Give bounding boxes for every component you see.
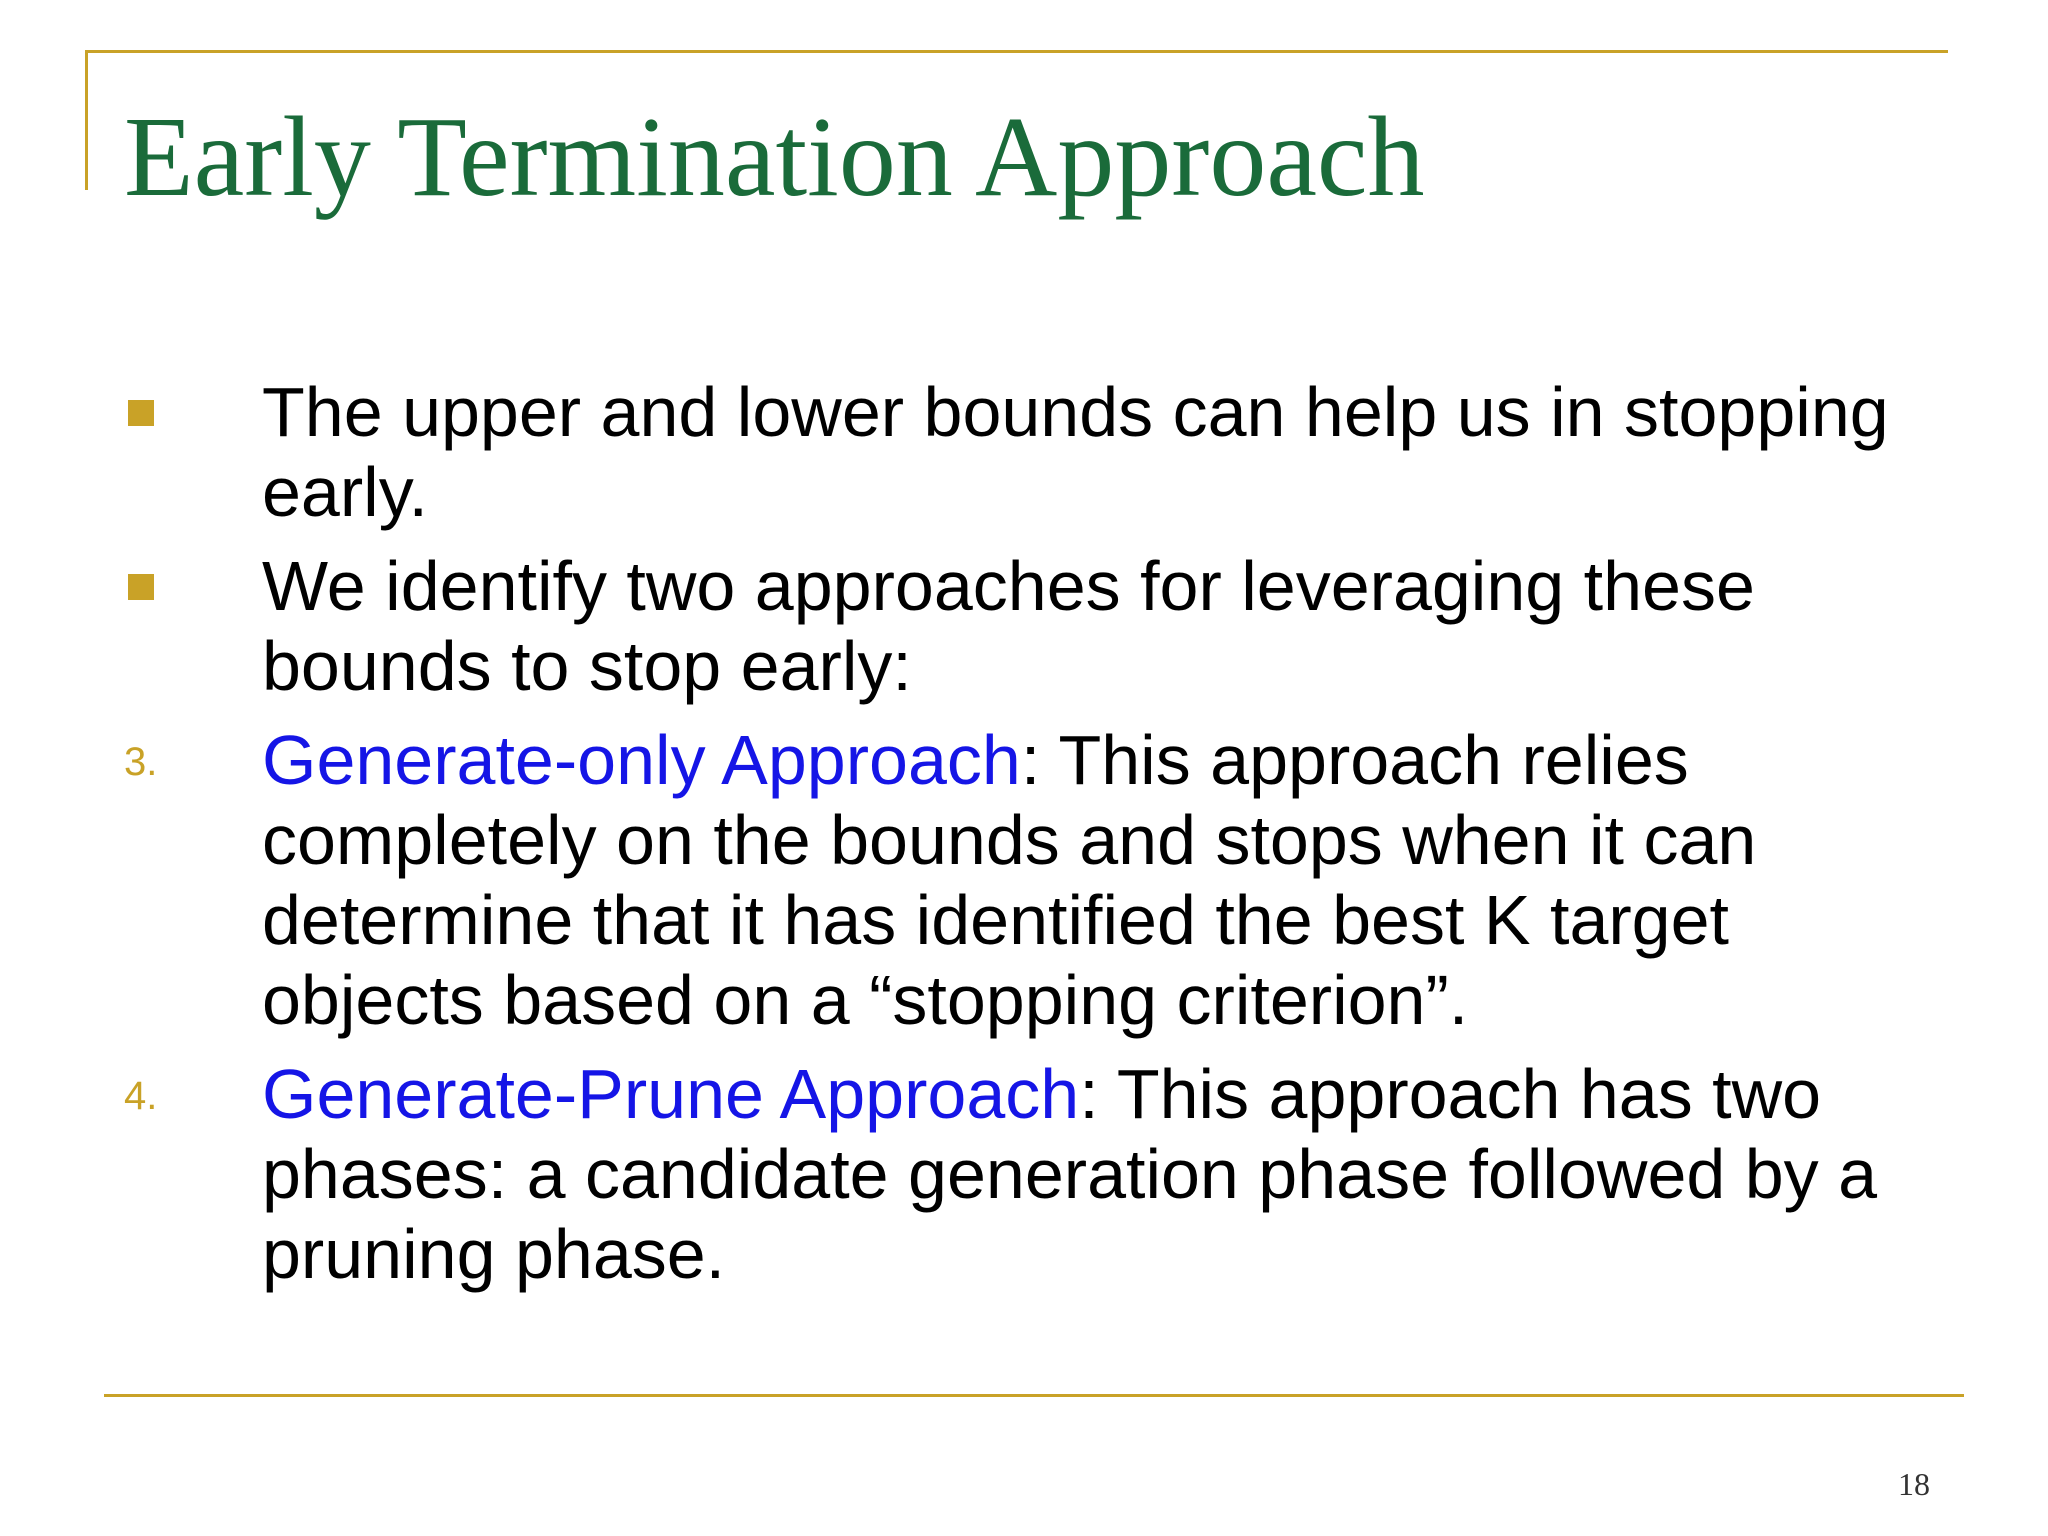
approach-term: Generate-only Approach bbox=[262, 721, 1021, 799]
top-rule bbox=[85, 50, 1948, 53]
bullet-text: The upper and lower bounds can help us in stopping early. bbox=[262, 373, 1889, 531]
list-number: 4. bbox=[124, 1074, 158, 1118]
square-bullet-icon bbox=[128, 574, 154, 600]
list-number: 3. bbox=[124, 740, 158, 784]
bullet-list bbox=[0, 372, 2048, 1308]
bottom-rule bbox=[104, 1394, 1964, 1397]
numbered-item-4 bbox=[0, 1054, 2048, 1294]
approach-description: : This approach relies completely on the bounds and stops when it can determine that it has identified the best K target objects based on a “stopping criterion”. bbox=[262, 721, 1757, 1039]
numbered-text bbox=[262, 720, 1932, 1040]
left-rule bbox=[85, 50, 88, 190]
page-number: 18 bbox=[1898, 1466, 1930, 1502]
bullet-item-2 bbox=[0, 546, 2048, 706]
numbered-text bbox=[262, 1054, 1932, 1294]
bullet-item-1 bbox=[0, 372, 2048, 532]
bullet-text: We identify two approaches for leveraging these bounds to stop early: bbox=[262, 547, 1755, 705]
square-bullet-icon bbox=[128, 400, 154, 426]
approach-description: : This approach has two phases: a candidate generation phase followed by a pruning phase. bbox=[262, 1055, 1878, 1293]
approach-term: Generate-Prune Approach bbox=[262, 1055, 1080, 1133]
slide-title: Early Termination Approach bbox=[124, 93, 1425, 220]
numbered-item-3 bbox=[0, 720, 2048, 1040]
